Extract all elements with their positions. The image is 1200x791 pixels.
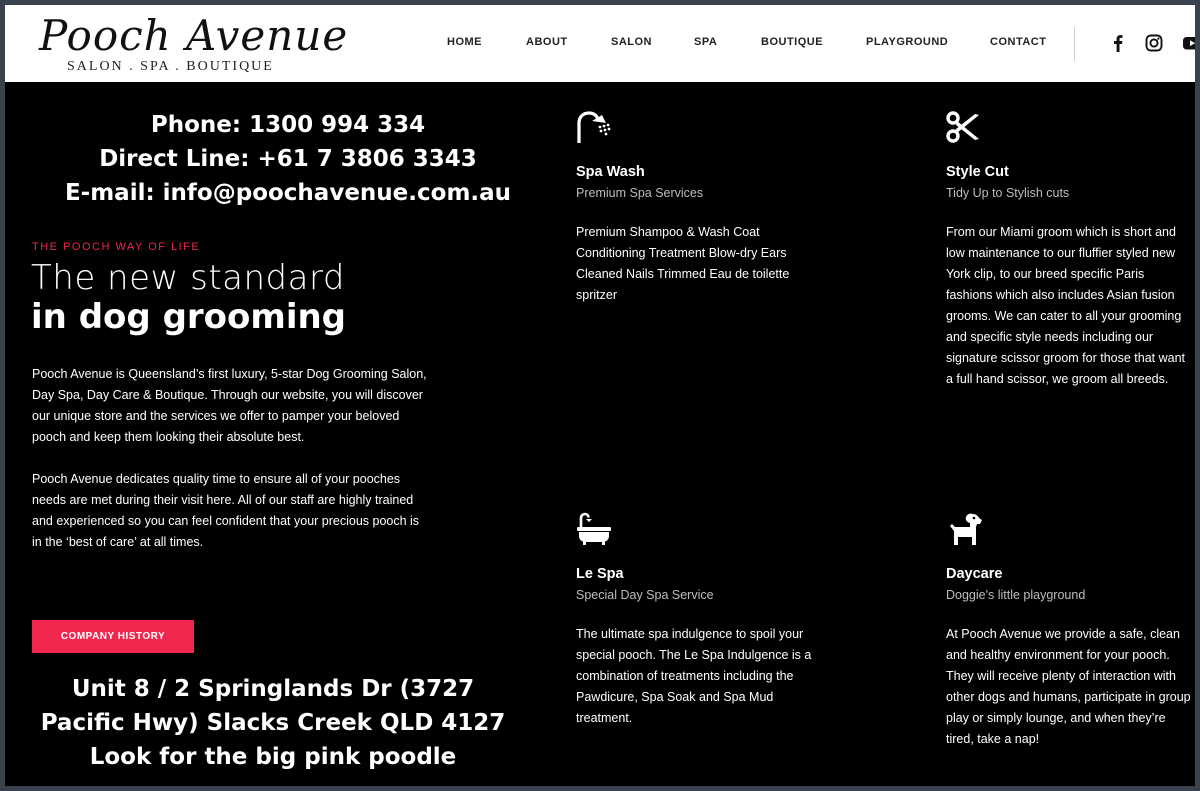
service-description: At Pooch Avenue we provide a safe, clean and healthy environment for your pooch. They will receive plenty of interaction with other dogs and humans, participate in group play or simply lounge, and when they’re tired, take a nap! [946,627,1191,746]
bathtub-icon [576,511,612,547]
nav-boutique[interactable]: BOUTIQUE [761,36,824,48]
scissors-icon [946,109,982,145]
phone-line[interactable]: Phone: 1300 994 334 [150,112,426,138]
logo-tagline: SALON . SPA . BOUTIQUE [67,59,274,74]
page-frame [5,5,1195,786]
logo-script: Pooch Avenue [39,11,349,60]
service-description: Premium Shampoo & Wash Coat Conditioning Treatment Blow-dry Ears Cleaned Nails Trimmed Eau de toilette spritzer [576,225,790,302]
contact-block [5,108,571,210]
service-title: Daycare [946,566,1003,582]
direct-line[interactable]: Direct Line: +61 7 3806 3343 [99,146,477,172]
intro-paragraph-2: Pooch Avenue dedicates quality time to ensure all of your pooches needs are met during their visit here. All of our staff are highly trained and experienced so you can feel confident that your precious pooch is in the ‘best of care’ at all times. [32,472,420,549]
service-subtitle: Premium Spa Services [576,186,704,200]
headline-bold: in dog grooming [31,297,347,337]
dog-icon [946,511,982,547]
address-block [5,672,541,774]
service-subtitle: Tidy Up to Stylish cuts [946,186,1070,200]
address-line-3: Look for the big pink poodle [89,744,457,770]
service-title: Spa Wash [576,164,645,180]
youtube-icon[interactable] [1182,33,1195,53]
nav-salon[interactable]: SALON [611,36,652,48]
nav-home[interactable]: HOME [447,36,482,48]
eyebrow-text: THE POOCH WAY OF LIFE [32,241,201,253]
service-description: The ultimate spa indulgence to spoil your special pooch. The Le Spa Indulgence is a combination of treatments including the Pawdicure, Spa Soak and Spa Mud treatment. [576,627,812,725]
address-line-2: Pacific Hwy) Slacks Creek QLD 4127 [40,710,506,736]
service-title: Style Cut [946,164,1009,180]
service-description: From our Miami groom which is short and low maintenance to our fluffier styled new York clip, to our breed specific Paris fashions which also includes Asian fusion grooms. We can cater to all your grooming and specific style needs including our signature scissor groom for those that want a full hand scissor, we groom all breeds. [946,225,1186,386]
nav-spa[interactable]: SPA [694,36,718,48]
company-history-button[interactable]: COMPANY HISTORY [32,620,194,653]
service-subtitle: Special Day Spa Service [576,588,714,602]
site-header [5,5,1195,82]
email-line[interactable]: E-mail: info@poochavenue.com.au [64,180,512,206]
instagram-icon[interactable] [1144,33,1164,53]
shower-icon [576,109,612,145]
address-line-1: Unit 8 / 2 Springlands Dr (3727 [71,676,475,702]
nav-contact[interactable]: CONTACT [990,36,1047,48]
nav-about[interactable]: ABOUT [526,36,568,48]
nav-playground[interactable]: PLAYGROUND [866,36,949,48]
nav-divider [1074,27,1075,61]
facebook-icon[interactable] [1108,33,1128,53]
intro-paragraph-1: Pooch Avenue is Queensland’s first luxury, 5-star Dog Grooming Salon, Day Spa, Day Care & Boutique. Through our website, you will discover our unique store and the services we offer to pamper your beloved pooch and keep them looking their absolute best. [32,367,427,444]
headline-light: The new standard [31,258,345,298]
service-title: Le Spa [576,566,624,582]
service-subtitle: Doggie's little playground [946,588,1086,602]
logo[interactable] [39,11,349,77]
